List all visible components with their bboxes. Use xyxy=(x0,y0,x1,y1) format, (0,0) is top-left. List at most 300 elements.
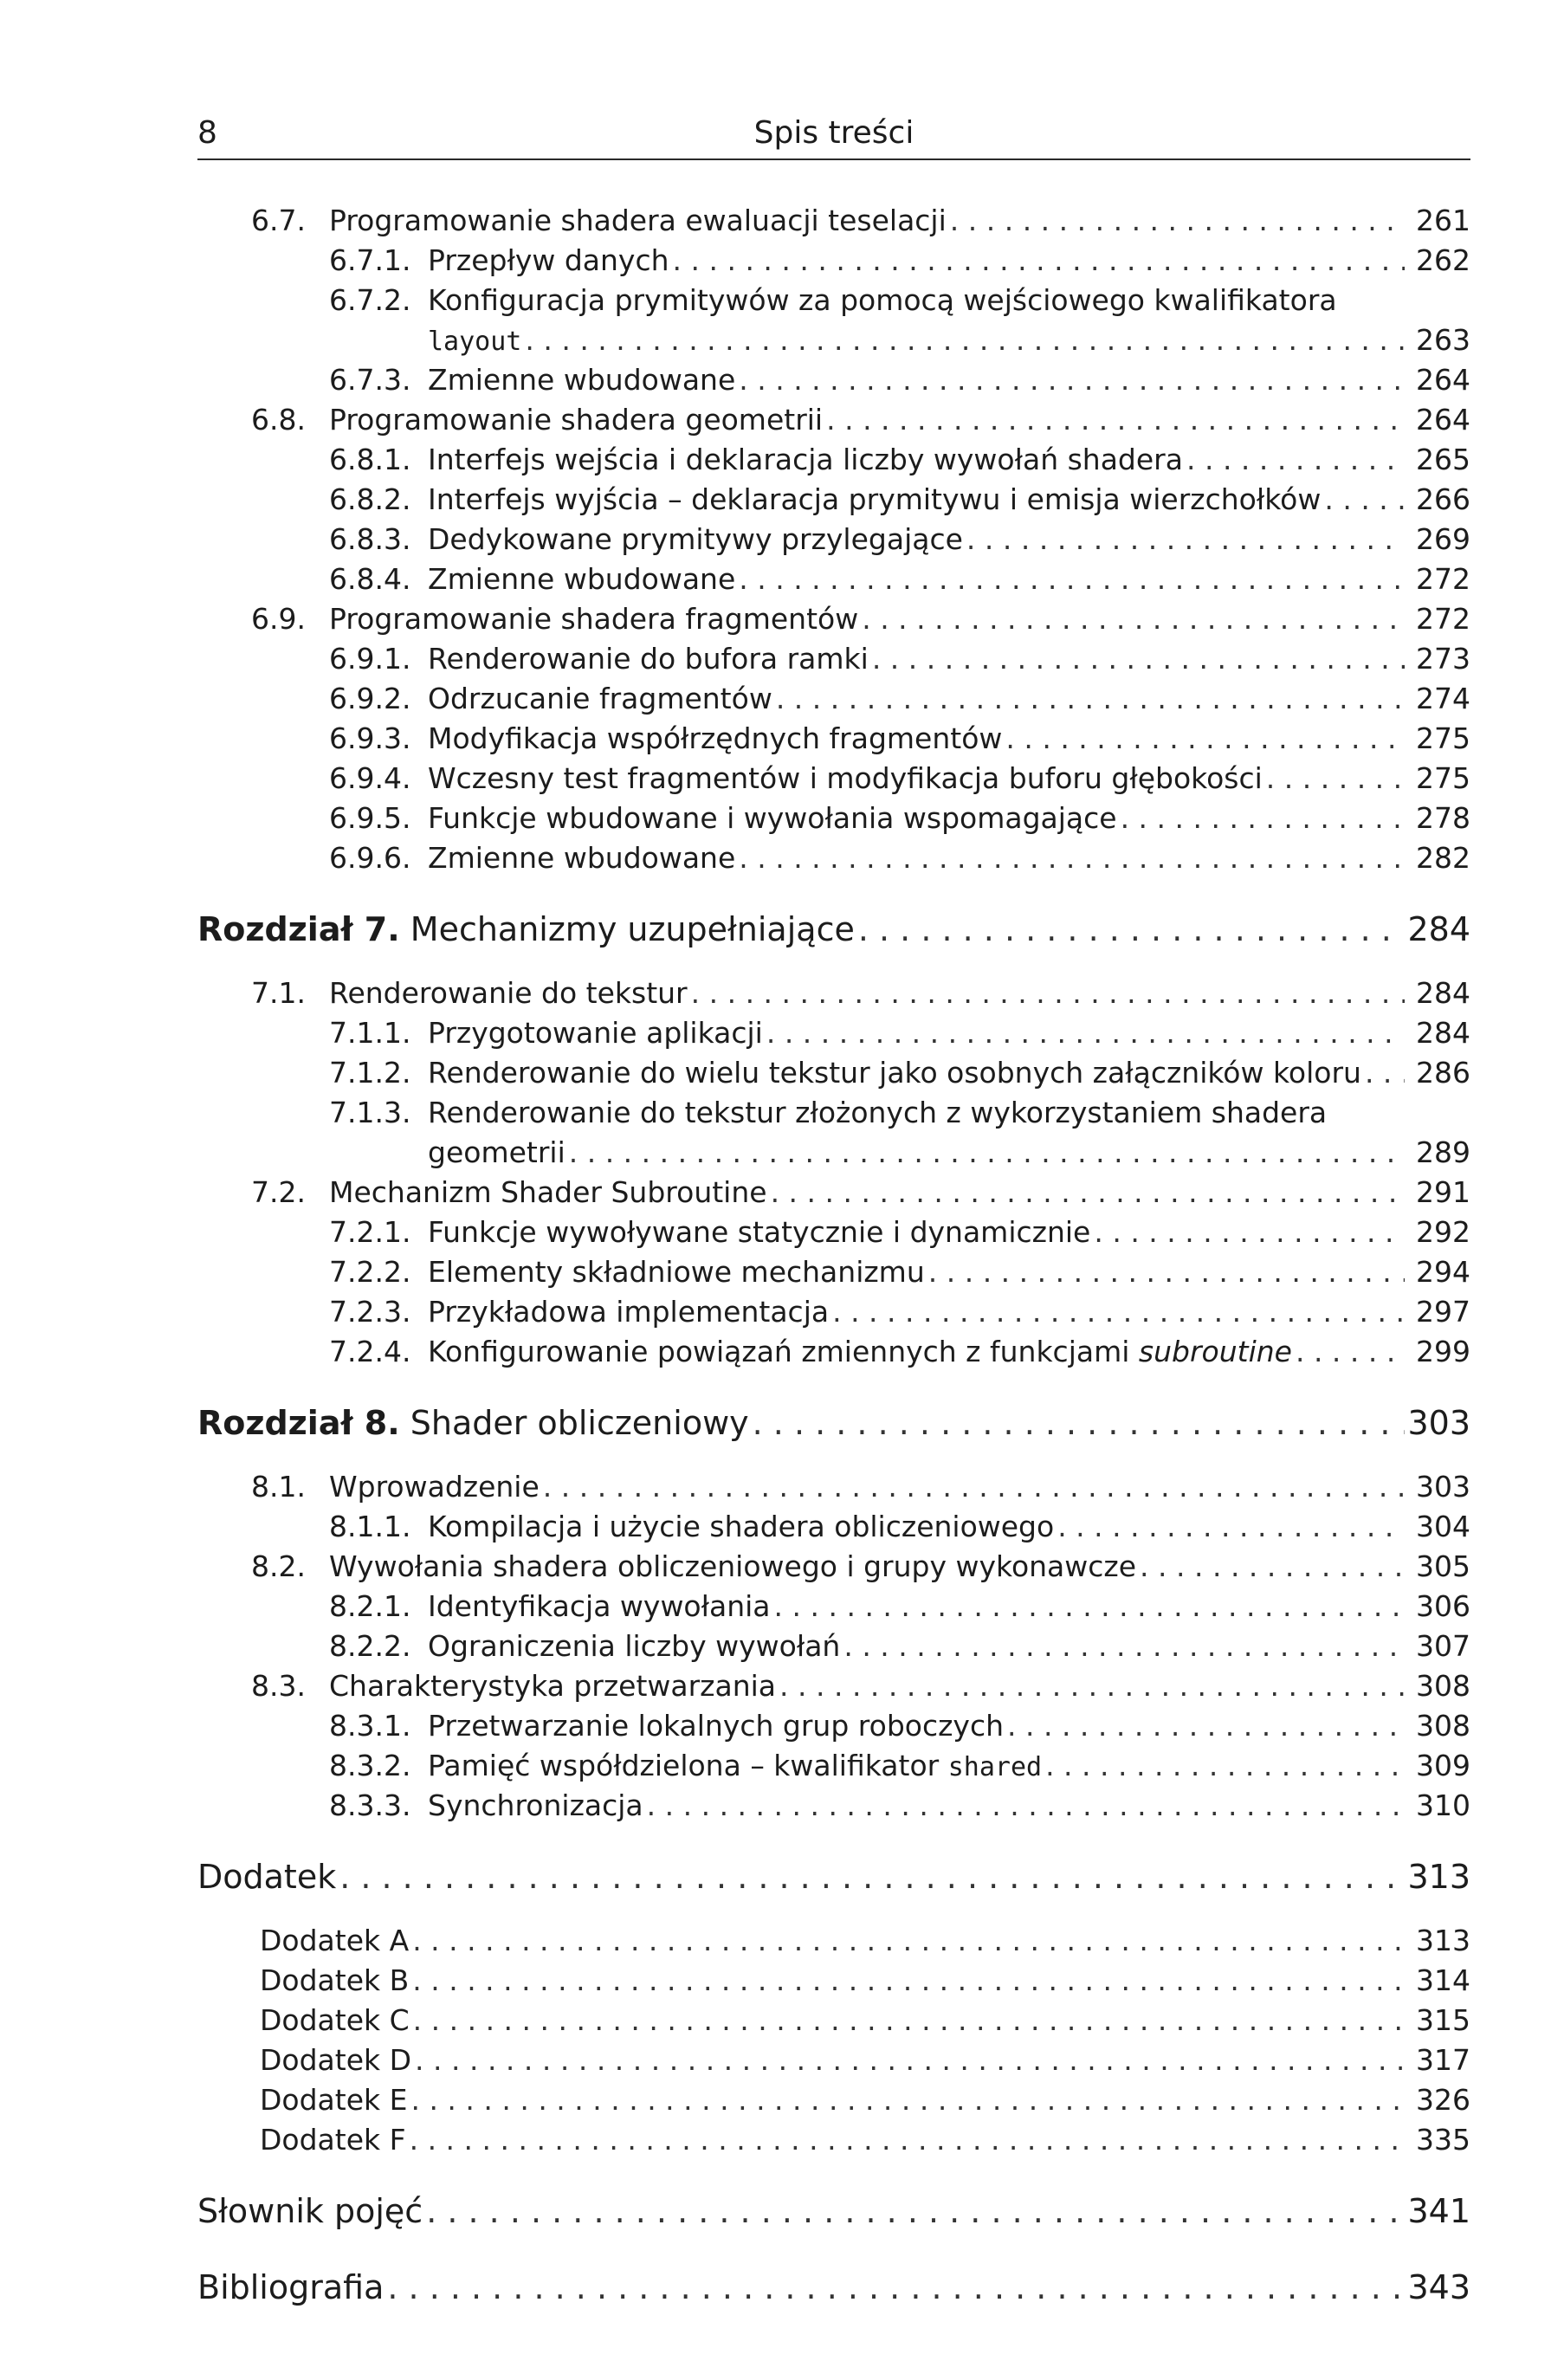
section-number: 6.7. xyxy=(251,204,306,237)
entry-line xyxy=(428,838,1470,878)
leader-dots xyxy=(925,1252,1405,1292)
entry-title-wrap xyxy=(428,360,735,400)
entry-title: Konfiguracja prymitywów za pomocą wejściowego kwalifikatora xyxy=(428,283,1337,317)
toc-entry[interactable] xyxy=(197,599,1470,639)
entry-title: Wywołania shadera obliczeniowego i grupy wykonawcze xyxy=(329,1549,1137,1583)
section-number: 7.2.3. xyxy=(329,1295,411,1329)
page-number: 8 xyxy=(197,115,217,151)
toc-entry[interactable] xyxy=(197,1587,1470,1627)
entry-title-wrap xyxy=(197,1398,749,1448)
leader-dots xyxy=(1002,719,1405,759)
running-title: Spis treści xyxy=(753,115,914,151)
toc-entry[interactable] xyxy=(197,1746,1470,1786)
toc-entry[interactable] xyxy=(197,1706,1470,1746)
section-number: 6.7.2. xyxy=(329,283,411,317)
section-number: 6.8.4. xyxy=(329,562,411,596)
entry-title-wrap xyxy=(329,1666,776,1706)
entry-body xyxy=(329,400,1470,440)
bibliography-entry[interactable] xyxy=(197,2262,1470,2312)
toc-entry[interactable] xyxy=(197,838,1470,878)
toc-entry[interactable] xyxy=(197,360,1470,400)
entry-title-wrap xyxy=(428,480,1321,520)
entry-title-wrap xyxy=(428,1252,925,1292)
page-ref: 269 xyxy=(1416,522,1470,556)
section-number: 8.3.1. xyxy=(329,1709,411,1743)
leader-dots xyxy=(963,520,1405,559)
section-number: 6.8.1. xyxy=(329,443,411,476)
chapter-title: Shader obliczeniowy xyxy=(410,1404,749,1442)
toc-entry[interactable] xyxy=(197,480,1470,520)
section-number: 6.9.3. xyxy=(329,721,411,755)
entry-body xyxy=(428,360,1470,400)
glossary-entry[interactable] xyxy=(197,2186,1470,2236)
entry-title-wrap xyxy=(428,1292,829,1332)
leader-dots xyxy=(1321,480,1405,520)
leader-dots xyxy=(840,1627,1405,1666)
entry-title: Renderowanie do tekstur złożonych z wykorzystaniem shadera xyxy=(428,1096,1328,1129)
entry-title: Interfejs wyjścia – deklaracja prymitywu i emisja wierzchołków xyxy=(428,482,1322,516)
leader-dots xyxy=(767,1173,1405,1213)
entry-line xyxy=(260,2040,1470,2080)
leader-dots xyxy=(384,2262,1405,2312)
entry-line xyxy=(428,759,1470,799)
entry-title: Zmienne wbudowane xyxy=(428,363,736,397)
toc-entry[interactable] xyxy=(197,1213,1470,1252)
toc-entry[interactable] xyxy=(197,559,1470,599)
leader-dots xyxy=(410,2001,1405,2040)
page-ref: 272 xyxy=(1416,562,1470,596)
entry-title: Dodatek F xyxy=(260,2123,406,2157)
entry-title-wrap xyxy=(428,759,1263,799)
appendix-item[interactable] xyxy=(197,2120,1470,2160)
entry-body xyxy=(428,1332,1470,1372)
section-number: 6.7.3. xyxy=(329,363,411,397)
leader-dots xyxy=(1004,1706,1405,1746)
toc-entry[interactable] xyxy=(197,1093,1470,1173)
page-ref: 305 xyxy=(1416,1549,1470,1583)
page-ref: 303 xyxy=(1407,1404,1470,1442)
entry-line xyxy=(197,2262,1470,2312)
leader-dots xyxy=(521,320,1405,360)
section-number: 8.2.1. xyxy=(329,1589,411,1623)
toc-entry[interactable] xyxy=(197,1547,1470,1587)
section-number: 7.2.2. xyxy=(329,1255,411,1289)
entry-line xyxy=(428,1587,1470,1627)
code-keyword: shared xyxy=(947,1752,1043,1782)
appendix-item[interactable] xyxy=(197,1921,1470,1961)
entry-line xyxy=(197,1852,1470,1902)
entry-title: Bibliografia xyxy=(197,2268,385,2306)
section-number: 7.1. xyxy=(251,976,306,1010)
page-ref: 266 xyxy=(1416,482,1470,516)
entry-body xyxy=(329,1547,1470,1587)
entry-title-wrap xyxy=(329,1547,1136,1587)
entry-title-wrap xyxy=(329,400,823,440)
page-ref: 284 xyxy=(1416,976,1470,1010)
section-number: 7.1.1. xyxy=(329,1016,411,1050)
entry-title: Elementy składniowe mechanizmu xyxy=(428,1255,925,1289)
entry-line xyxy=(428,440,1470,480)
entry-title: Interfejs wejścia i deklaracja liczby wywołań shadera xyxy=(428,443,1183,476)
leader-dots xyxy=(823,400,1405,440)
page-ref: 309 xyxy=(1416,1749,1470,1782)
entry-title-wrap xyxy=(329,1173,767,1213)
section-number: 6.9. xyxy=(251,602,306,636)
entry-line xyxy=(428,520,1470,559)
page-ref: 264 xyxy=(1416,363,1470,397)
toc-entry[interactable] xyxy=(197,719,1470,759)
entry-title-wrap xyxy=(197,1852,336,1902)
leader-dots xyxy=(1117,799,1405,838)
leader-dots xyxy=(749,1398,1405,1448)
toc-entry[interactable] xyxy=(197,1292,1470,1332)
page-ref: 314 xyxy=(1416,1963,1470,1997)
page-ref: 308 xyxy=(1416,1709,1470,1743)
entry-title: Dodatek A xyxy=(260,1924,410,1957)
entry-title: Wczesny test fragmentów i modyfikacja buforu głębokości xyxy=(428,761,1263,795)
entry-line xyxy=(329,400,1470,440)
spacer xyxy=(197,1372,1470,1398)
entry-title-wrap xyxy=(197,904,855,954)
entry-line xyxy=(329,1547,1470,1587)
entry-body xyxy=(428,1706,1470,1746)
toc-entry[interactable] xyxy=(197,1786,1470,1826)
section-number: 6.9.5. xyxy=(329,801,411,835)
spacer xyxy=(197,1902,1470,1921)
entry-title-wrap xyxy=(428,1213,1090,1252)
page-ref: 286 xyxy=(1416,1056,1470,1090)
entry-line xyxy=(428,799,1470,838)
entry-title: Renderowanie do wielu tekstur jako osobnych załączników koloru xyxy=(428,1056,1361,1090)
page-ref: 278 xyxy=(1416,801,1470,835)
entry-title: Odrzucanie fragmentów xyxy=(428,682,772,715)
entry-title-wrap xyxy=(260,1961,409,2001)
entry-line xyxy=(197,1398,1470,1448)
appendix-entry[interactable] xyxy=(197,1852,1470,1902)
page-ref: 275 xyxy=(1416,721,1470,755)
page-ref: 272 xyxy=(1416,602,1470,636)
entry-body xyxy=(260,1921,1470,1961)
toc-entry[interactable] xyxy=(197,1627,1470,1666)
leader-dots xyxy=(1090,1213,1405,1252)
entry-title-wrap xyxy=(260,2120,406,2160)
chapter-title: Mechanizmy uzupełniające xyxy=(410,910,855,948)
entry-title-wrap xyxy=(329,599,858,639)
entry-body xyxy=(428,639,1470,679)
entry-title-cont: geometrii xyxy=(428,1135,565,1169)
entry-title: Przepływ danych xyxy=(428,243,669,277)
entry-body xyxy=(428,1627,1470,1666)
toc-entry[interactable] xyxy=(197,799,1470,838)
entry-line xyxy=(428,1332,1470,1372)
leader-dots xyxy=(829,1292,1405,1332)
section-number: 6.9.1. xyxy=(329,642,411,676)
entry-line xyxy=(428,1746,1470,1788)
leader-dots xyxy=(688,973,1405,1013)
toc-entry[interactable] xyxy=(197,440,1470,480)
toc-entry[interactable] xyxy=(197,1507,1470,1547)
entry-line xyxy=(428,719,1470,759)
entry-title-wrap xyxy=(260,2040,411,2080)
entry-line xyxy=(428,1507,1470,1547)
code-keyword: layout xyxy=(428,327,522,357)
entry-title-wrap xyxy=(428,639,869,679)
section-number: 6.9.4. xyxy=(329,761,411,795)
page-ref: 326 xyxy=(1416,2083,1470,2117)
entry-line xyxy=(197,2186,1470,2236)
section-number: 7.1.2. xyxy=(329,1056,411,1090)
section-number: 6.7.1. xyxy=(329,243,411,277)
table-of-contents xyxy=(197,201,1470,2312)
entry-body xyxy=(428,1786,1470,1826)
entry-title: Programowanie shadera ewaluacji teselacji xyxy=(329,204,947,237)
entry-title: Dodatek C xyxy=(260,2003,410,2037)
leader-dots xyxy=(1136,1547,1405,1587)
page-ref: 273 xyxy=(1416,642,1470,676)
entry-title: Zmienne wbudowane xyxy=(428,841,736,875)
entry-body xyxy=(428,1587,1470,1627)
entry-line xyxy=(428,1053,1470,1093)
leader-dots xyxy=(540,1467,1405,1507)
entry-body xyxy=(428,1252,1470,1292)
entry-body xyxy=(197,1398,1470,1448)
toc-entry[interactable] xyxy=(197,201,1470,241)
entry-line xyxy=(428,320,1470,362)
leader-dots xyxy=(858,599,1405,639)
entry-title: Słownik pojęć xyxy=(197,2192,423,2230)
entry-body xyxy=(428,719,1470,759)
entry-title: Dodatek B xyxy=(260,1963,410,1997)
entry-body xyxy=(428,799,1470,838)
toc-entry[interactable] xyxy=(197,679,1470,719)
page-ref: 306 xyxy=(1416,1589,1470,1623)
chapter-entry[interactable] xyxy=(197,904,1470,954)
italic-term: subroutine xyxy=(1138,1335,1292,1368)
entry-title: Funkcje wbudowane i wywołania wspomagające xyxy=(428,801,1117,835)
toc-entry[interactable] xyxy=(197,1013,1470,1053)
spacer xyxy=(197,954,1470,973)
entry-body xyxy=(329,973,1470,1013)
appendix-item[interactable] xyxy=(197,1961,1470,2001)
leader-dots xyxy=(643,1786,1405,1826)
entry-title-wrap xyxy=(428,1332,1292,1372)
entry-title-wrap xyxy=(260,1921,409,1961)
leader-dots xyxy=(1054,1507,1405,1547)
entry-title: Dedykowane prymitywy przylegające xyxy=(428,522,963,556)
entry-title: Dodatek D xyxy=(260,2043,412,2077)
page-ref: 310 xyxy=(1416,1788,1470,1822)
toc-entry[interactable] xyxy=(197,400,1470,440)
entry-title-wrap xyxy=(197,2262,384,2312)
entry-body xyxy=(329,1173,1470,1213)
leader-dots xyxy=(423,2186,1405,2236)
section-number: 7.1.3. xyxy=(329,1096,411,1129)
entry-title: Funkcje wywoływane statycznie i dynamicznie xyxy=(428,1215,1091,1249)
page-ref: 303 xyxy=(1416,1470,1470,1504)
toc-entry[interactable] xyxy=(197,520,1470,559)
chapter-entry[interactable] xyxy=(197,1398,1470,1448)
leader-dots xyxy=(669,241,1405,281)
entry-title: Synchronizacja xyxy=(428,1788,643,1822)
entry-body xyxy=(428,520,1470,559)
page-ref: 313 xyxy=(1416,1924,1470,1957)
page-ref: 284 xyxy=(1407,910,1470,948)
leader-dots xyxy=(1042,1746,1405,1786)
entry-body xyxy=(428,1746,1470,1788)
entry-body xyxy=(329,599,1470,639)
entry-line xyxy=(260,2120,1470,2160)
entry-title-wrap xyxy=(428,1013,763,1053)
entry-title-wrap xyxy=(329,973,688,1013)
entry-title: Programowanie shadera fragmentów xyxy=(329,602,859,636)
entry-body xyxy=(260,1961,1470,2001)
page-ref: 275 xyxy=(1416,761,1470,795)
entry-title: Programowanie shadera geometrii xyxy=(329,403,824,437)
entry-title: Pamięć współdzielona – kwalifikator xyxy=(428,1749,940,1782)
entry-line xyxy=(428,1706,1470,1746)
entry-title-wrap xyxy=(428,440,1183,480)
entry-body xyxy=(428,1507,1470,1547)
entry-title-wrap xyxy=(197,2186,423,2236)
entry-body xyxy=(428,241,1470,281)
entry-body xyxy=(260,2120,1470,2160)
toc-entry[interactable] xyxy=(197,241,1470,281)
entry-title: Wprowadzenie xyxy=(329,1470,540,1504)
entry-line xyxy=(428,1093,1470,1133)
section-number: 8.1.1. xyxy=(329,1510,411,1543)
appendix-item[interactable] xyxy=(197,2001,1470,2040)
page-ref: 297 xyxy=(1416,1295,1470,1329)
toc-entry[interactable] xyxy=(197,281,1470,360)
entry-line xyxy=(428,1213,1470,1252)
toc-entry[interactable] xyxy=(197,973,1470,1013)
spacer xyxy=(197,878,1470,904)
leader-dots xyxy=(735,559,1405,599)
entry-title: Identyfikacja wywołania xyxy=(428,1589,771,1623)
spacer xyxy=(197,1826,1470,1852)
leader-dots xyxy=(776,1666,1405,1706)
entry-title-wrap xyxy=(428,1053,1361,1093)
section-number: 7.2. xyxy=(251,1175,306,1209)
leader-dots xyxy=(406,2120,1405,2160)
page-ref: 284 xyxy=(1416,1016,1470,1050)
entry-title: Przygotowanie aplikacji xyxy=(428,1016,763,1050)
entry-line xyxy=(260,2080,1470,2120)
entry-title: Konfigurowanie powiązań zmiennych z funkcjami xyxy=(428,1335,1130,1368)
toc-entry[interactable] xyxy=(197,759,1470,799)
toc-entry[interactable] xyxy=(197,1666,1470,1706)
entry-title-wrap xyxy=(428,520,963,559)
entry-title-wrap xyxy=(428,679,772,719)
entry-title-wrap xyxy=(329,1467,540,1507)
entry-line xyxy=(260,2001,1470,2040)
leader-dots xyxy=(565,1133,1405,1173)
section-number: 6.8.3. xyxy=(329,522,411,556)
page-ref: 294 xyxy=(1416,1255,1470,1289)
page-ref: 282 xyxy=(1416,841,1470,875)
entry-body xyxy=(197,2186,1470,2236)
leader-dots xyxy=(763,1013,1405,1053)
chapter-label: Rozdział 8. xyxy=(197,1404,400,1442)
spacer xyxy=(197,1448,1470,1467)
entry-body xyxy=(428,1093,1470,1173)
entry-line xyxy=(428,559,1470,599)
entry-line xyxy=(329,599,1470,639)
entry-title: Renderowanie do bufora ramki xyxy=(428,642,869,676)
page-ref: 265 xyxy=(1416,443,1470,476)
section-number: 8.2. xyxy=(251,1549,306,1583)
entry-body xyxy=(260,2040,1470,2080)
page-ref: 274 xyxy=(1416,682,1470,715)
leader-dots xyxy=(771,1587,1405,1627)
toc-entry[interactable] xyxy=(197,1053,1470,1093)
entry-body xyxy=(428,838,1470,878)
entry-line xyxy=(329,1666,1470,1706)
entry-line xyxy=(428,1627,1470,1666)
page-ref: 335 xyxy=(1416,2123,1470,2157)
page-ref: 292 xyxy=(1416,1215,1470,1249)
leader-dots xyxy=(336,1852,1405,1902)
section-number: 6.9.6. xyxy=(329,841,411,875)
page-ref: 308 xyxy=(1416,1669,1470,1703)
leader-dots xyxy=(1263,759,1405,799)
toc-entry[interactable] xyxy=(197,639,1470,679)
entry-title-wrap xyxy=(428,1507,1054,1547)
entry-body xyxy=(428,1053,1470,1093)
appendix-item[interactable] xyxy=(197,2080,1470,2120)
section-number: 8.3. xyxy=(251,1669,306,1703)
entry-body xyxy=(428,1292,1470,1332)
appendix-item[interactable] xyxy=(197,2040,1470,2080)
entry-title-wrap xyxy=(329,201,947,241)
entry-line xyxy=(329,973,1470,1013)
toc-entry[interactable] xyxy=(197,1467,1470,1507)
leader-dots xyxy=(855,904,1405,954)
entry-body xyxy=(428,559,1470,599)
toc-entry[interactable] xyxy=(197,1252,1470,1292)
entry-title-wrap xyxy=(260,2080,407,2120)
entry-title: Modyfikacja współrzędnych fragmentów xyxy=(428,721,1003,755)
leader-dots xyxy=(735,838,1405,878)
page-ref: 289 xyxy=(1416,1135,1470,1169)
entry-body xyxy=(329,1666,1470,1706)
section-number: 6.8.2. xyxy=(329,482,411,516)
entry-title-wrap xyxy=(428,1627,840,1666)
entry-title-wrap xyxy=(428,1706,1004,1746)
entry-title-wrap xyxy=(428,799,1117,838)
entry-line xyxy=(428,1013,1470,1053)
entry-title-wrap xyxy=(428,1746,1042,1788)
entry-title: Ograniczenia liczby wywołań xyxy=(428,1629,841,1663)
entry-line xyxy=(428,639,1470,679)
toc-entry[interactable] xyxy=(197,1173,1470,1213)
leader-dots xyxy=(407,2080,1405,2120)
section-number: 6.8. xyxy=(251,403,306,437)
section-number: 8.3.2. xyxy=(329,1749,411,1782)
entry-body xyxy=(329,1467,1470,1507)
entry-line xyxy=(428,281,1470,320)
entry-body xyxy=(197,904,1470,954)
leader-dots xyxy=(772,679,1405,719)
section-number: 7.2.1. xyxy=(329,1215,411,1249)
entry-line xyxy=(329,1467,1470,1507)
entry-body xyxy=(428,480,1470,520)
section-number: 8.2.2. xyxy=(329,1629,411,1663)
toc-entry[interactable] xyxy=(197,1332,1470,1372)
page-ref: 315 xyxy=(1416,2003,1470,2037)
entry-title: Renderowanie do tekstur xyxy=(329,976,688,1010)
entry-line xyxy=(428,1133,1470,1173)
